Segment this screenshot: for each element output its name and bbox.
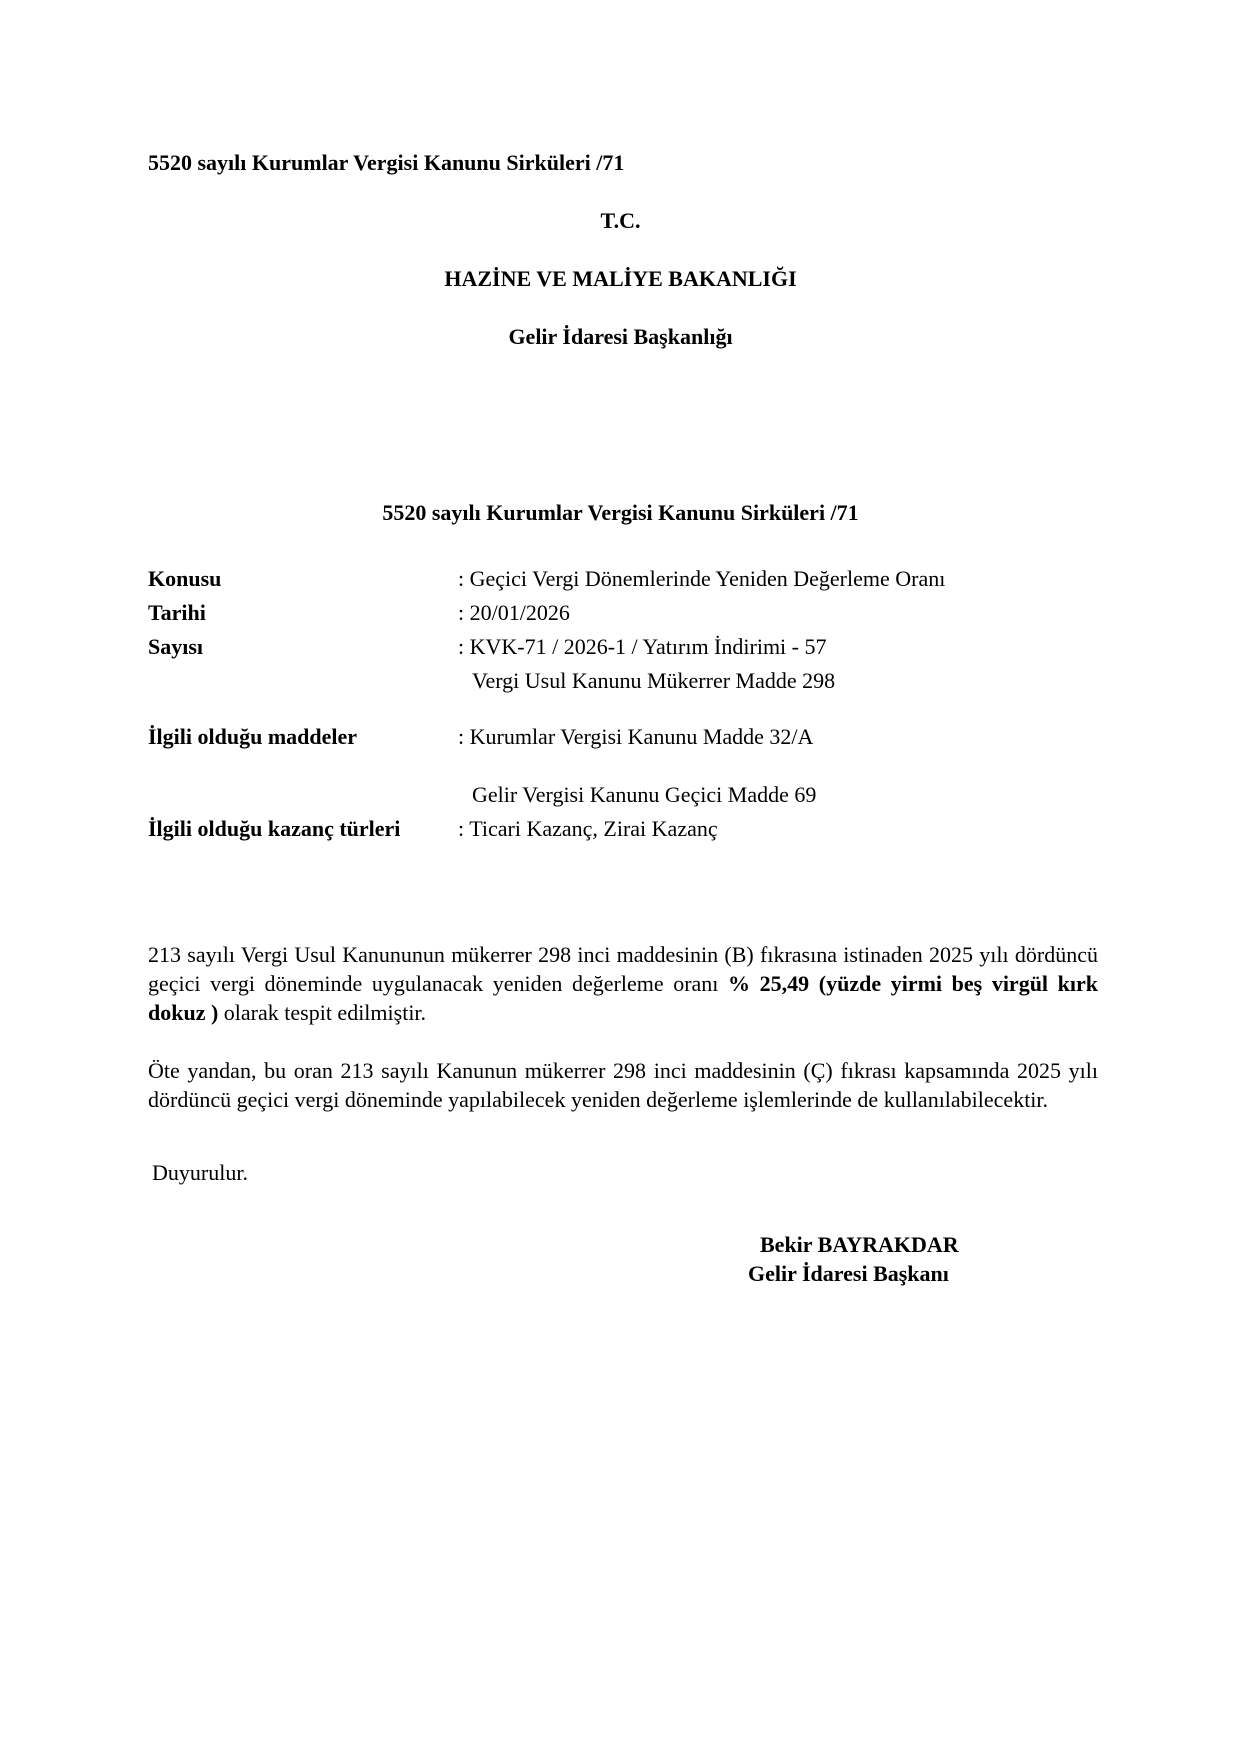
paragraph-1 — [148, 940, 1098, 1027]
document-title: 5520 sayılı Kurumlar Vergisi Kanunu Sirküleri /71 — [382, 500, 859, 525]
sayisi-value-line2: Vergi Usul Kanunu Mükerrer Madde 298 — [472, 668, 836, 693]
rate-highlight: % 25,49 (yüzde yirmi beş virgül kırk dokuz ) — [148, 971, 1099, 1025]
tc-heading: T.C. — [600, 208, 641, 233]
paragraph-2: Öte yandan, bu oran 213 sayılı Kanunun mükerrer 298 inci maddesinin (Ç) fıkrası kapsamında 2025 yılı dördüncü geçici vergi döneminde yapılabilecek yeniden değerleme işlemlerinde de kullanılabilecektir. — [148, 1058, 1098, 1112]
maddeler-value: : Kurumlar Vergisi Kanunu Madde 32/A — [458, 724, 814, 749]
kazanc-label: İlgili olduğu kazanç türleri — [148, 816, 401, 841]
sayisi-value: : KVK-71 / 2026-1 / Yatırım İndirimi - 57 — [458, 634, 827, 659]
maddeler-label: İlgili olduğu maddeler — [148, 724, 358, 749]
sayisi-label: Sayısı — [148, 634, 204, 659]
kazanc-value: : Ticari Kazanç, Zirai Kazanç — [458, 816, 718, 841]
closing-text: Duyurulur. — [152, 1160, 248, 1185]
signatory-name: Bekir BAYRAKDAR — [760, 1232, 959, 1257]
ministry-heading: HAZİNE VE MALİYE BAKANLIĞI — [444, 266, 797, 291]
top-title: 5520 sayılı Kurumlar Vergisi Kanunu Sirküleri /71 — [148, 150, 625, 175]
tarihi-value: : 20/01/2026 — [458, 600, 570, 625]
tarihi-label: Tarihi — [148, 600, 206, 625]
signatory-title: Gelir İdaresi Başkanı — [748, 1261, 949, 1286]
maddeler-value-line2: Gelir Vergisi Kanunu Geçici Madde 69 — [472, 782, 817, 807]
paragraph-1-end: olarak tespit edilmiştir. — [218, 1000, 427, 1025]
konusu-value: : Geçici Vergi Dönemlerinde Yeniden Değerleme Oranı — [458, 566, 946, 591]
konusu-label: Konusu — [148, 566, 222, 591]
paragraph-1-text: 213 sayılı Vergi Usul Kanununun mükerrer 298 inci maddesinin (B) fıkrasına istinaden 2025 yılı dördüncü geçici vergi döneminde uygulanacak yeniden değerleme oranı — [148, 942, 1098, 996]
department-heading: Gelir İdaresi Başkanlığı — [508, 324, 733, 349]
